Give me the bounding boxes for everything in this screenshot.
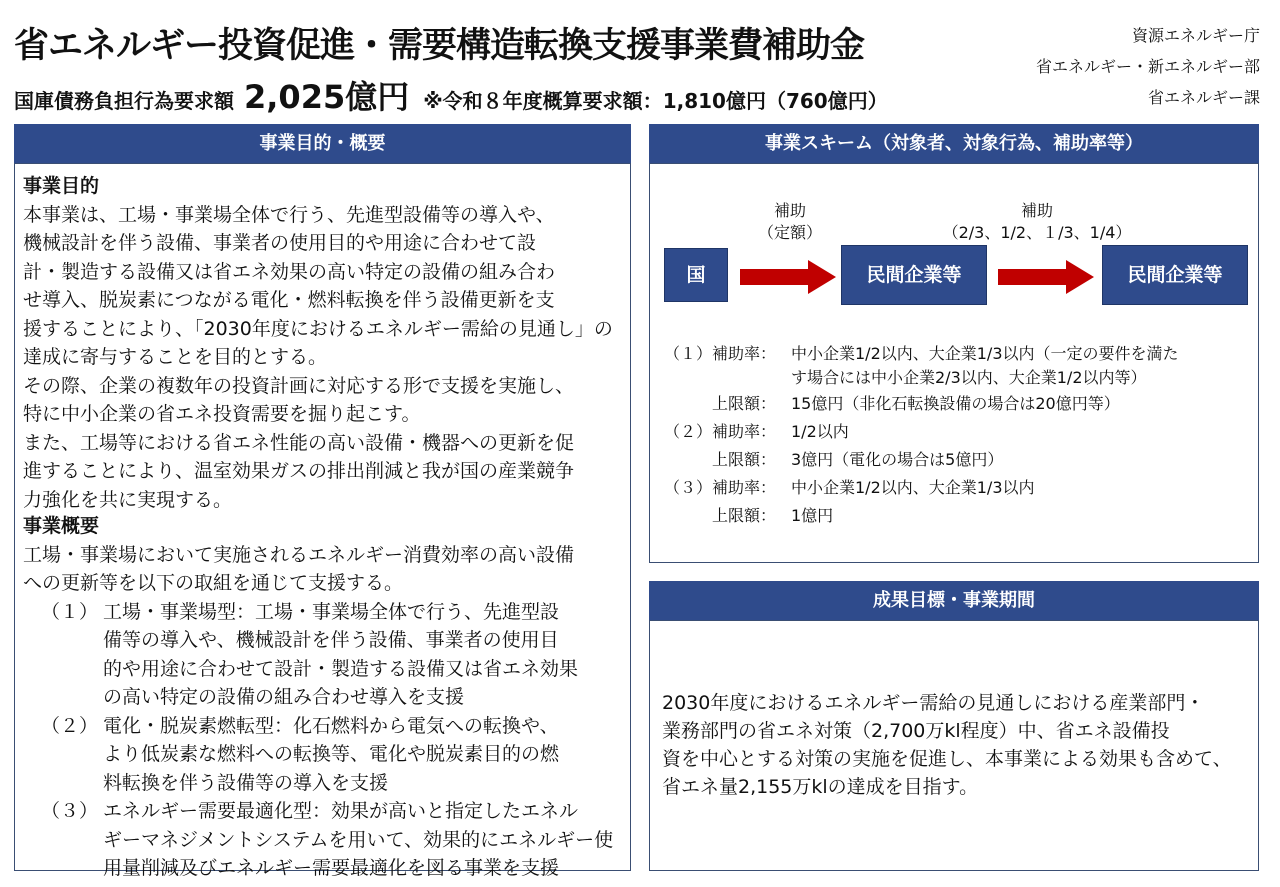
overview-line: 工場・事業場において実施されるエネルギー消費効率の高い設備: [23, 543, 575, 566]
result-line: 省エネ量2,155万klの達成を目指す。: [662, 776, 979, 798]
rate-text: 1億円: [791, 506, 834, 525]
rate-text: 15億円（非化石転換設備の場合は20億円等）: [791, 394, 1120, 413]
rate-label: 補助率：: [712, 344, 777, 363]
rate-label: 上限額：: [712, 394, 777, 413]
rate-label: 上限額：: [712, 506, 777, 525]
purpose-section-header: 事業目的・概要: [14, 124, 631, 164]
item-number: （１）: [41, 600, 99, 623]
item-number: （３）: [41, 800, 99, 822]
item-line: 工場・事業場型：工場・事業場全体で行う、先進型設: [103, 600, 560, 623]
arrow-label-line: （定額）: [757, 223, 822, 242]
purpose-line: 本事業は、工場・事業場全体で行う、先進型設備等の導入や、: [23, 203, 555, 226]
request-note-amount: 1,810億円（760億円）: [662, 89, 888, 113]
item-line: 料転換を伴う設備等の導入を支援: [103, 771, 389, 794]
result-line: 2030年度におけるエネルギー需給の見通しにおける産業部門・: [662, 692, 1205, 714]
rate-text: 中小企業1/2以内、大企業1/3以内: [791, 478, 1035, 497]
private-company-box: 民間企業等: [841, 245, 987, 305]
purpose-line: 力強化を共に実現する。: [23, 488, 233, 511]
rate-label: 補助率：: [712, 422, 777, 441]
purpose-line: その際、企業の複数年の投資計画に対応する形で支援を実施し、: [23, 374, 575, 397]
budget-line: [14, 72, 888, 118]
request-note-label: ※令和８年度概算要求額：: [423, 89, 663, 113]
item-line: の高い特定の設備の組み合わせ導入を支援: [103, 686, 465, 708]
arrow-label-line: 補助: [1020, 201, 1053, 220]
overview-item-2: [23, 712, 624, 798]
private-company-box: 民間企業等: [1102, 245, 1248, 305]
rate-text: 3億円（電化の場合は5億円）: [791, 450, 1004, 469]
arrow-label-line: 補助: [773, 201, 806, 220]
department-name: 省エネルギー・新エネルギー部: [1035, 57, 1260, 76]
purpose-panel: [14, 163, 631, 879]
item-line: 用量削減及びエネルギー需要最適化を図る事業を支援: [103, 857, 560, 879]
result-section-header: 成果目標・事業期間: [649, 581, 1259, 621]
division-name: 省エネルギー課: [1147, 88, 1260, 107]
rate-number: （１）: [664, 344, 713, 363]
rate-label: 補助率：: [712, 478, 777, 497]
budget-amount: 2,025億円: [244, 78, 410, 116]
scheme-section-header: 事業スキーム（対象者、対象行為、補助率等）: [649, 124, 1259, 164]
arrow-label-fixed: [750, 200, 830, 244]
purpose-line: 機械設計を伴う設備、事業者の使用目的や用途に合わせて設: [23, 232, 537, 254]
item-number: （２）: [41, 714, 99, 737]
purpose-line: 援することにより、「2030年度におけるエネルギー需給の見通し」の: [23, 317, 613, 340]
purpose-line: また、工場等における省エネ性能の高い設備・機器への更新を促: [23, 431, 575, 454]
scheme-panel: [649, 163, 1259, 563]
rate-number: （３）: [664, 478, 713, 497]
item-line: より低炭素な燃料への転換等、電化や脱炭素目的の燃: [103, 743, 560, 765]
department-block: [1036, 20, 1260, 113]
budget-label: 国庫債務負担行為要求額: [14, 89, 234, 113]
purpose-subtitle: 事業目的: [23, 175, 100, 197]
item-line: 電化・脱炭素燃転型：化石燃料から電気への転換や、: [103, 714, 559, 737]
rate-text: 中小企業1/2以内、大企業1/3以内（一定の要件を満た: [791, 344, 1179, 363]
arrow-label-rates: [932, 200, 1142, 244]
rate-text: 1/2以内: [791, 422, 849, 441]
result-panel: [649, 620, 1259, 871]
agency-name: 資源エネルギー庁: [1131, 26, 1260, 45]
item-line: エネルギー需要最適化型：効果が高いと指定したエネル: [103, 800, 579, 822]
result-line: 資を中心とする対策の実施を促進し、本事業による効果も含めて、: [662, 748, 1232, 770]
purpose-line: せ導入、脱炭素につながる電化・燃料転換を伴う設備更新を支: [23, 289, 555, 311]
arrow-label-line: （2/3、1/2、１/3、1/4）: [942, 223, 1132, 242]
purpose-line: 計・製造する設備又は省エネ効果の高い特定の設備の組み合わ: [23, 260, 556, 283]
overview-item-3: [23, 797, 624, 883]
overview-subtitle: 事業概要: [23, 515, 100, 537]
purpose-line: 特に中小企業の省エネ投資需要を掘り起こす。: [23, 403, 421, 425]
item-line: 的や用途に合わせて設計・製造する設備又は省エネ効果: [103, 657, 579, 680]
arrow-right-icon: [740, 260, 836, 294]
rate-label: 上限額：: [712, 450, 777, 469]
overview-line: への更新等を以下の取組を通じて支援する。: [23, 572, 404, 594]
overview-block: [23, 512, 624, 883]
arrow-right-icon: [998, 260, 1094, 294]
result-line: 業務部門の省エネ対策（2,700万kl程度）中、省エネ設備投: [662, 720, 1170, 742]
overview-item-1: [23, 598, 624, 712]
item-line: 備等の導入や、機械設計を伴う設備、事業者の使用目: [103, 629, 559, 651]
page-title: 省エネルギー投資促進・需要構造転換支援事業費補助金: [14, 26, 865, 66]
rate-number: （２）: [664, 422, 713, 441]
purpose-line: 達成に寄与することを目的とする。: [23, 346, 328, 368]
country-box: 国: [664, 248, 728, 302]
rate-text: す場合には中小企業2/3以内、大企業1/2以内等）: [791, 368, 1147, 387]
purpose-line: 進することにより、温室効果ガスの排出削減と我が国の産業競争: [23, 460, 575, 482]
result-text: [662, 689, 1252, 801]
item-line: ギーマネジメントシステムを用いて、効果的にエネルギー使: [103, 828, 614, 851]
purpose-block: [23, 172, 624, 514]
